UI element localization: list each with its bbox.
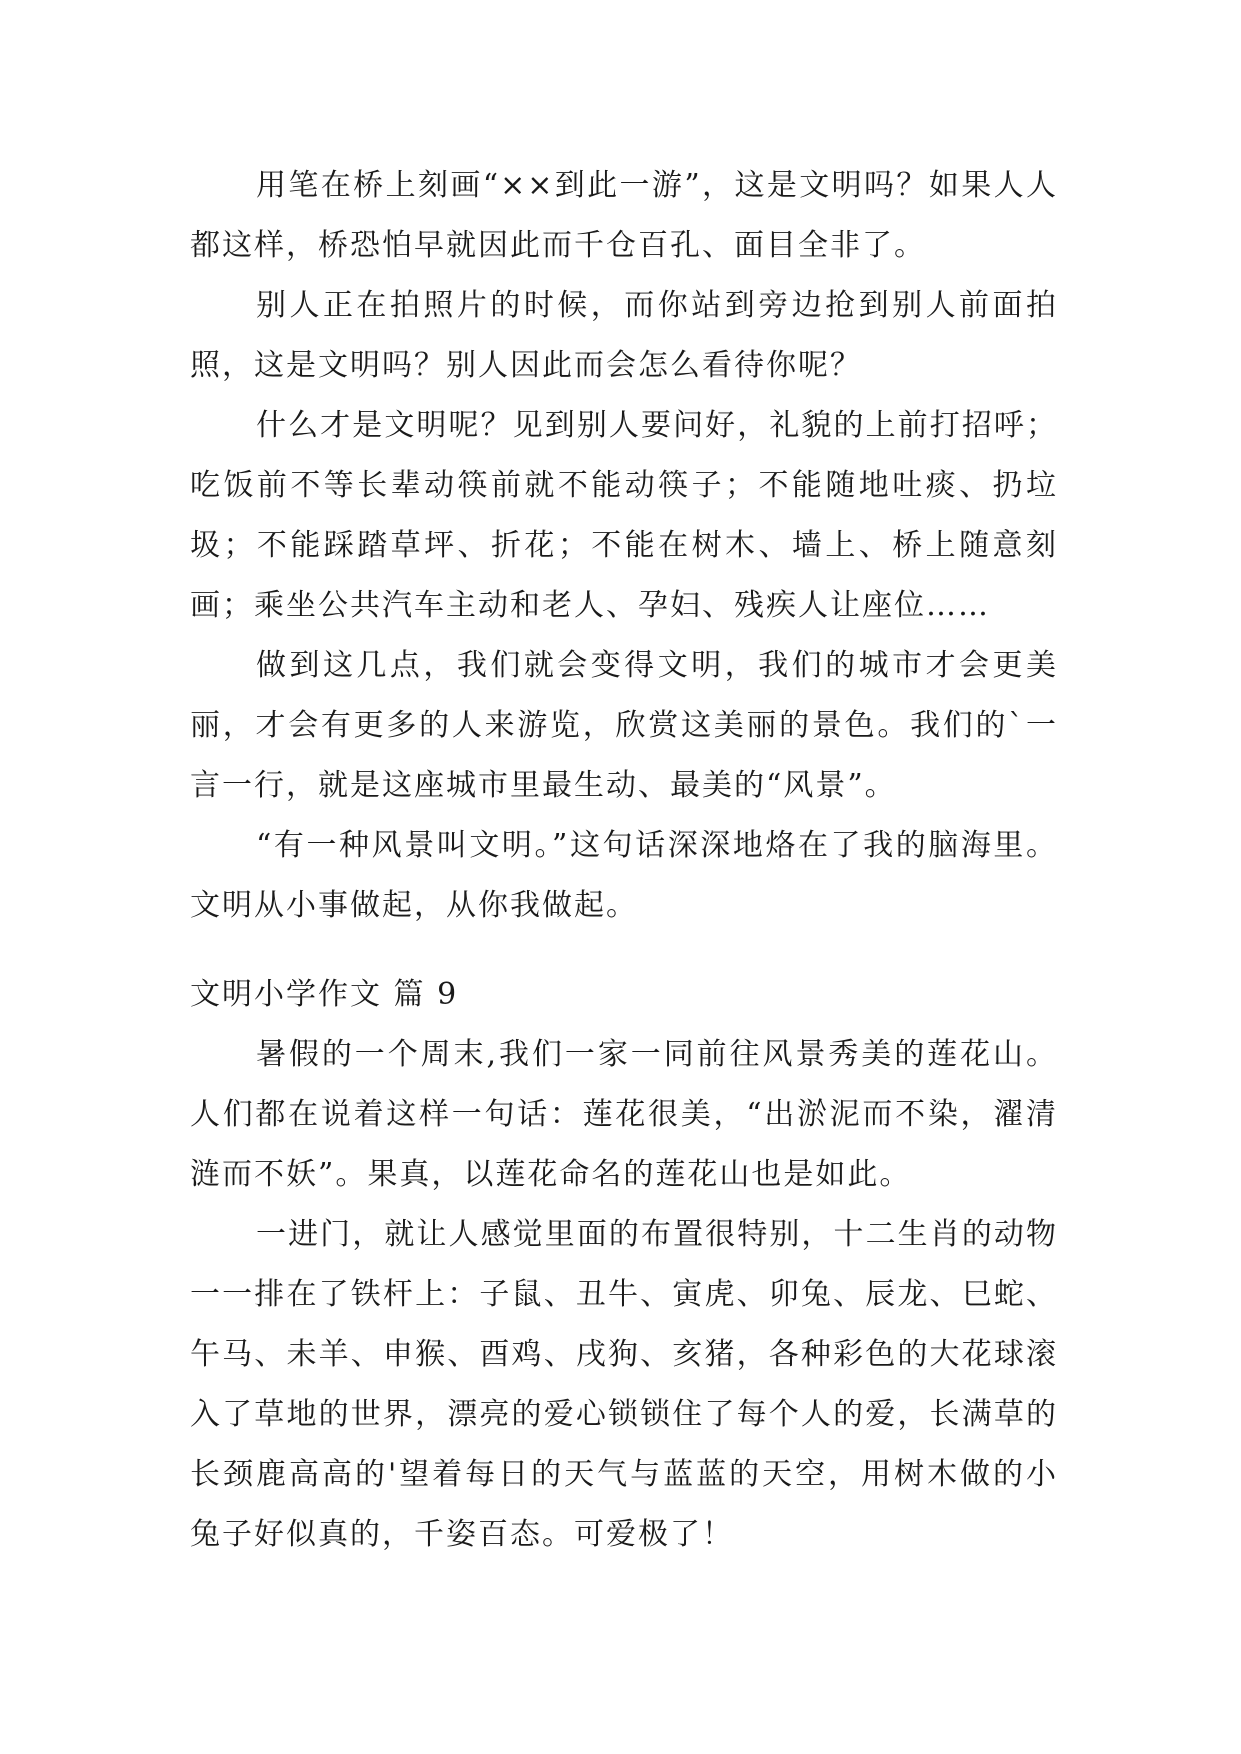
- paragraph-bridge-carving: 用笔在桥上刻画“××到此一游”，这是文明吗？如果人人都这样，桥恐怕早就因此而千仓百孔、面目全非了。: [190, 168, 1058, 263]
- paragraph-lotus-mountain: 暑假的一个周末,我们一家一同前往风景秀美的莲花山。人们都在说着这样一句话：莲花很美，“出淤泥而不染，濯清涟而不妖”。果真，以莲花命名的莲花山也是如此。: [190, 1037, 1058, 1192]
- paragraph-city-scenery: 做到这几点，我们就会变得文明，我们的城市才会更美丽，才会有更多的人来游览，欣赏这美丽的景色。我们的`一言一行，就是这座城市里最生动、最美的“风景”。: [190, 648, 1058, 803]
- paragraph-zodiac-decorations: 一进门，就让人感觉里面的布置很特别，十二生肖的动物一一排在了铁杆上：子鼠、丑牛、寅虎、卯兔、辰龙、巳蛇、午马、未羊、申猴、酉鸡、戌狗、亥猪，各种彩色的大花球滚入了草地的世界，漂亮的爱心锁锁住了每个人的爱，长满草的长颈鹿高高的'望着每日的天气与蓝蓝的天空，用树木做的小兔子好似真的，千姿百态。可爱极了！: [190, 1217, 1058, 1552]
- essay-section-previous: [190, 156, 1058, 936]
- paragraph-what-is-civility: 什么才是文明呢？见到别人要问好，礼貌的上前打招呼；吃饭前不等长辈动筷前就不能动筷子；不能随地吐痰、扔垃圾；不能踩踏草坪、折花；不能在树木、墙上、桥上随意刻画；乘坐公共汽车主动和老人、孕妇、残疾人让座位……: [190, 408, 1058, 623]
- paragraph-conclusion: “有一种风景叫文明。”这句话深深地烙在了我的脑海里。文明从小事做起，从你我做起。: [190, 828, 1058, 923]
- essay-heading: 文明小学作文 篇 9: [190, 977, 459, 1012]
- essay-section-9: [190, 1025, 1058, 1565]
- paragraph-photo-cutting: 别人正在拍照片的时候，而你站到旁边抢到别人前面拍照，这是文明吗？别人因此而会怎么看待你呢？: [190, 288, 1058, 383]
